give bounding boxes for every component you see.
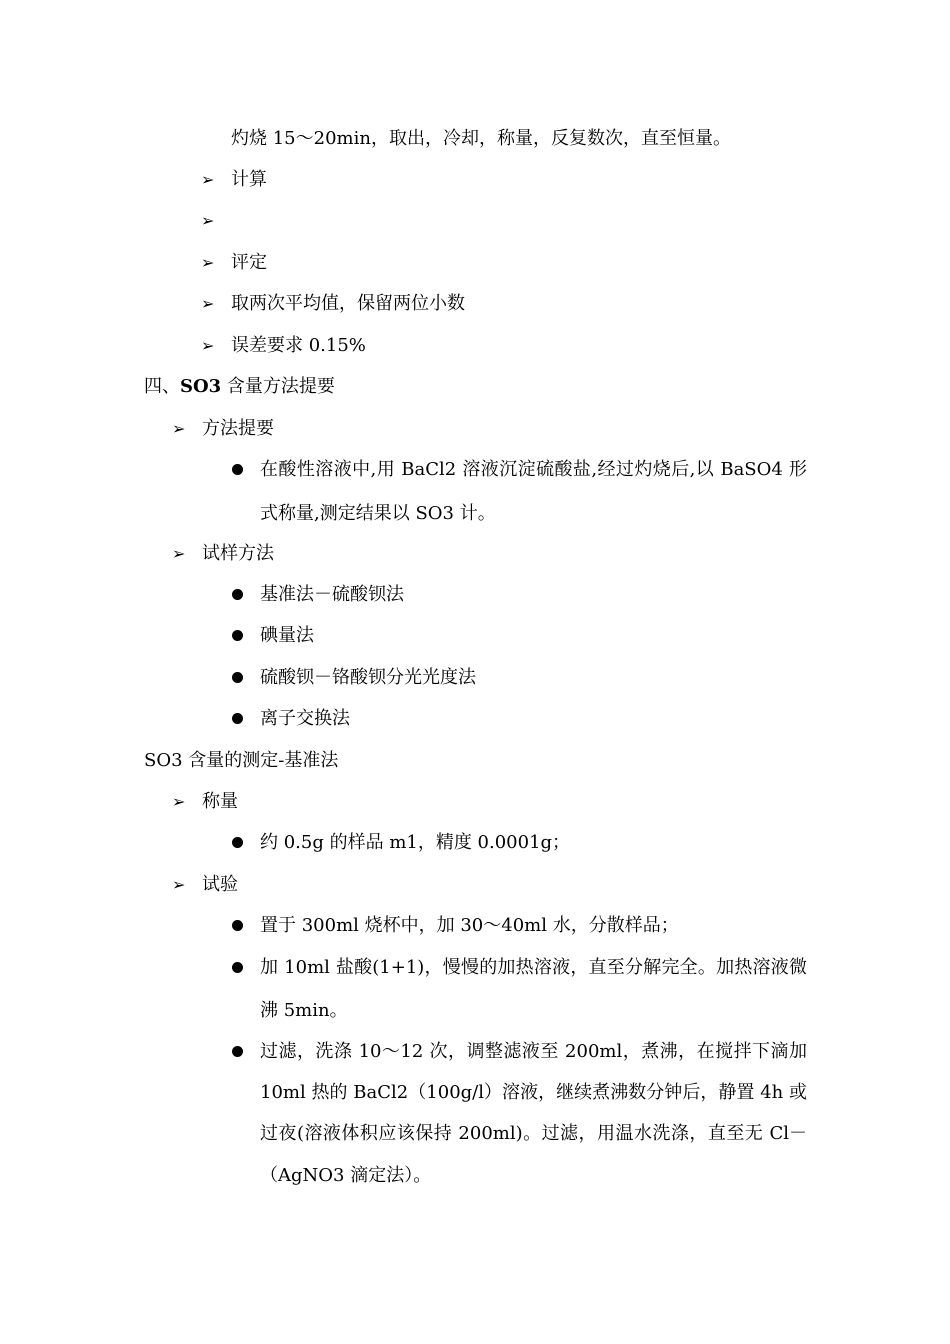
- list-item: 置于 300ml 烧杯中，加 30～40ml 水，分散样品；: [260, 915, 679, 936]
- list-item: 硫酸钡－铬酸钡分光光度法: [260, 667, 476, 688]
- arrow-bullet-icon: ➢: [201, 294, 215, 313]
- paragraph-line: （AgNO3 滴定法）。: [260, 1165, 432, 1186]
- bullet-dot-icon: [232, 464, 243, 475]
- bullet-dot-icon: [232, 713, 243, 724]
- paragraph-line: 加 10ml 盐酸(1+1)，慢慢的加热溶液，直至分解完全。加热溶液微: [260, 957, 807, 978]
- paragraph-line: 在酸性溶液中,用 BaCl2 溶液沉淀硫酸盐,经过灼烧后,以 BaSO4 形: [260, 459, 807, 480]
- paragraph-line: 10ml 热的 BaCl2（100g/l）溶液，继续煮沸数分钟后，静置 4h 或: [260, 1082, 807, 1103]
- list-item-evaluation: 评定: [231, 252, 267, 273]
- list-item-average: 取两次平均值，保留两位小数: [231, 293, 465, 314]
- bullet-dot-icon: [232, 672, 243, 683]
- arrow-bullet-icon: ➢: [201, 170, 215, 189]
- section-heading-text: 含量方法提要: [221, 376, 335, 397]
- bullet-dot-icon: [232, 1046, 243, 1057]
- arrow-bullet-icon: ➢: [201, 253, 215, 272]
- section-heading: [144, 375, 335, 399]
- paragraph-line: 式称量,测定结果以 SO3 计。: [260, 503, 496, 524]
- arrow-bullet-icon: ➢: [201, 211, 215, 230]
- arrow-bullet-icon: ➢: [172, 792, 186, 811]
- list-item-test: 试验: [202, 874, 238, 895]
- arrow-bullet-icon: ➢: [172, 875, 186, 894]
- list-item-method-summary: 方法提要: [202, 418, 274, 439]
- paragraph-line: 过滤，洗涤 10～12 次，调整滤液至 200ml，煮沸，在搅拌下滴加: [260, 1041, 807, 1062]
- arrow-bullet-icon: ➢: [172, 419, 186, 438]
- bullet-dot-icon: [232, 589, 243, 600]
- list-item-sample-methods: 试样方法: [202, 543, 274, 564]
- bullet-dot-icon: [232, 962, 243, 973]
- paragraph-line: 过夜(溶液体积应该保持 200ml)。过滤，用温水洗涤，直至无 Cl－: [260, 1123, 807, 1144]
- arrow-bullet-icon: ➢: [201, 336, 215, 355]
- list-item: 约 0.5g 的样品 m1，精度 0.0001g；: [260, 832, 571, 853]
- list-item: 离子交换法: [260, 708, 350, 729]
- arrow-bullet-icon: ➢: [172, 544, 186, 563]
- bullet-dot-icon: [232, 630, 243, 641]
- list-item: 碘量法: [260, 625, 314, 646]
- bullet-dot-icon: [232, 920, 243, 931]
- text-line: 灼烧 15～20min，取出，冷却，称量，反复数次，直至恒量。: [231, 128, 731, 149]
- section-heading-bold: SO3: [180, 376, 222, 397]
- paragraph-line: 沸 5min。: [260, 1000, 348, 1021]
- list-item: 基准法－硫酸钡法: [260, 584, 404, 605]
- list-item-weighing: 称量: [202, 791, 238, 812]
- bullet-dot-icon: [232, 837, 243, 848]
- list-item-error: 误差要求 0.15%: [231, 335, 366, 356]
- subsection-heading: SO3 含量的测定-基准法: [144, 750, 339, 771]
- section-number: 四、: [144, 376, 180, 397]
- list-item-calculation: 计算: [231, 169, 267, 190]
